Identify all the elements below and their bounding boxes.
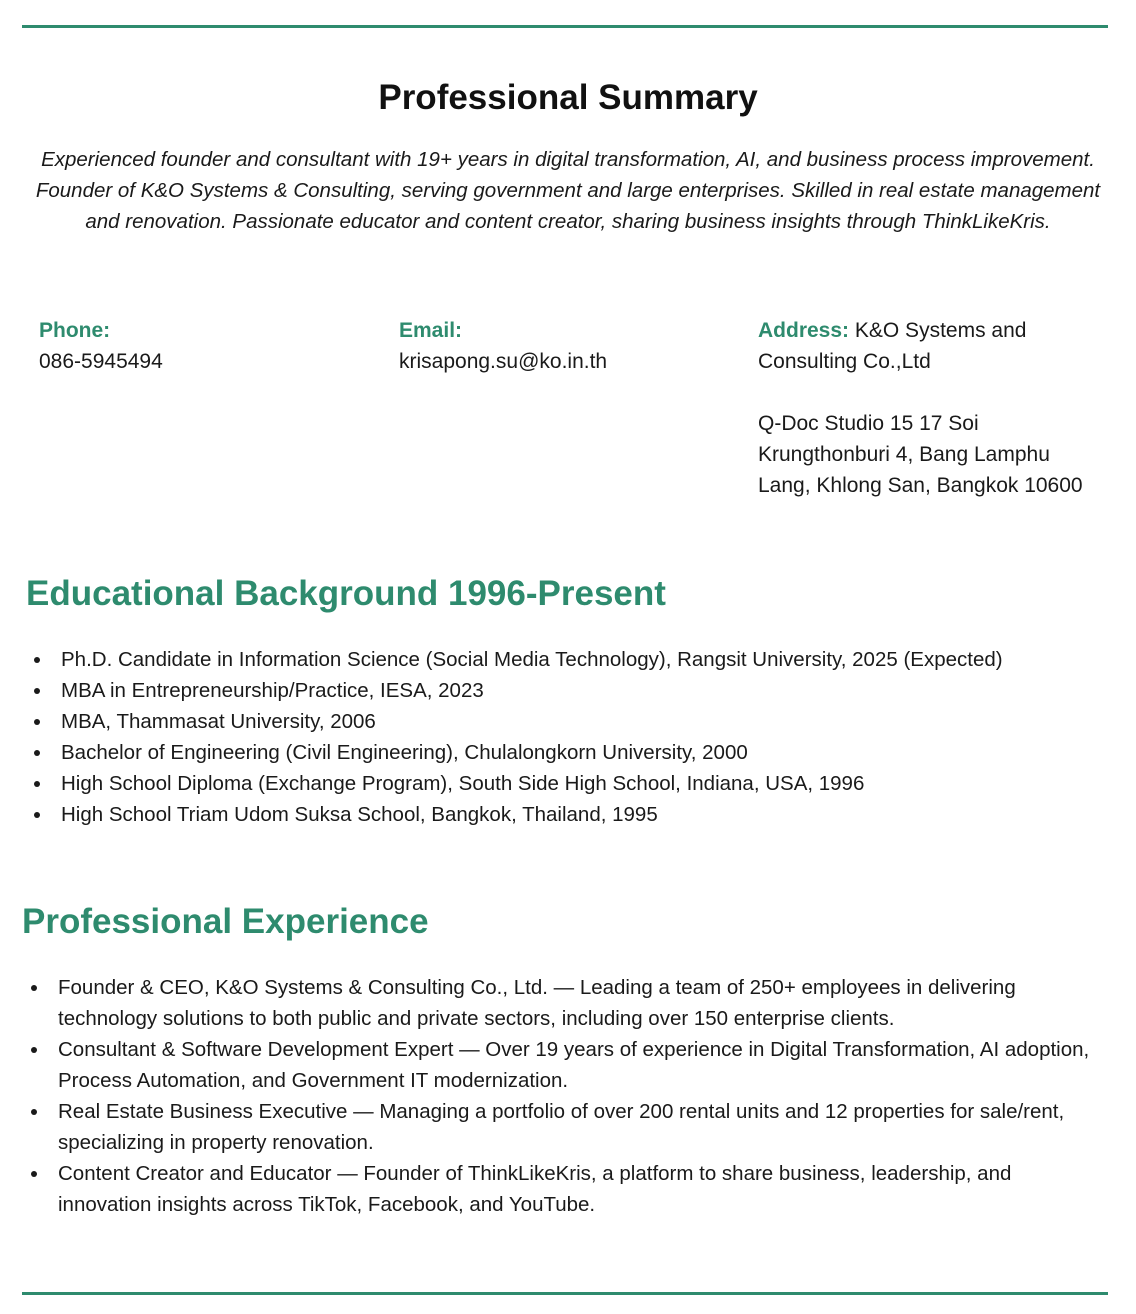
- phone-value: 086-5945494: [39, 350, 163, 373]
- list-item: Ph.D. Candidate in Information Science (Social Media Technology), Rangsit University, 2025 (Expected): [25, 644, 1105, 675]
- list-item: MBA in Entrepreneurship/Practice, IESA, 2023: [25, 675, 1105, 706]
- list-item: Bachelor of Engineering (Civil Engineering), Chulalongkorn University, 2000: [25, 737, 1105, 768]
- education-heading: Educational Background 1996-Present: [26, 574, 666, 613]
- education-list: [25, 644, 1105, 830]
- top-divider: [22, 25, 1108, 28]
- contact-email: [399, 315, 719, 377]
- contact-address: [758, 315, 1088, 501]
- list-item: MBA, Thammasat University, 2006: [25, 706, 1105, 737]
- address-line-2: Q-Doc Studio 15 17 Soi Krungthonburi 4, Bang Lamphu Lang, Khlong San, Bangkok 10600: [758, 412, 1083, 497]
- phone-label: Phone:: [39, 319, 111, 342]
- contact-phone: [39, 315, 359, 377]
- list-item: High School Diploma (Exchange Program), South Side High School, Indiana, USA, 1996: [25, 768, 1105, 799]
- address-line-1: K&O Systems and Consulting Co.,Ltd: [758, 319, 1027, 373]
- list-item: Founder & CEO, K&O Systems & Consulting Co., Ltd. — Leading a team of 250+ employees in delivering technology solutions to both public and private sectors, including over 150 enterprise clients.: [22, 972, 1108, 1034]
- email-label: Email:: [399, 319, 463, 342]
- list-item: High School Triam Udom Suksa School, Bangkok, Thailand, 1995: [25, 799, 1105, 830]
- bottom-divider: [22, 1292, 1108, 1295]
- summary-text: Experienced founder and consultant with 19+ years in digital transformation, AI, and business process improvement. Founder of K&O Systems & Consulting, serving government and large enterprises. Skilled in real estate management and renovation. Passionate educator and content creator, sharing business insights through ThinkLikeKris.: [35, 148, 1101, 233]
- list-item: Consultant & Software Development Expert — Over 19 years of experience in Digital Transformation, AI adoption, Process Automation, and Government IT modernization.: [22, 1034, 1108, 1096]
- experience-heading: Professional Experience: [22, 902, 429, 941]
- address-label: Address:: [758, 319, 850, 342]
- summary-title: Professional Summary: [378, 78, 758, 117]
- experience-list: [22, 972, 1108, 1220]
- list-item: Content Creator and Educator — Founder of ThinkLikeKris, a platform to share business, leadership, and innovation insights across TikTok, Facebook, and YouTube.: [22, 1158, 1108, 1220]
- email-value: krisapong.su@ko.in.th: [399, 350, 608, 373]
- list-item: Real Estate Business Executive — Managing a portfolio of over 200 rental units and 12 properties for sale/rent, specializing in property renovation.: [22, 1096, 1108, 1158]
